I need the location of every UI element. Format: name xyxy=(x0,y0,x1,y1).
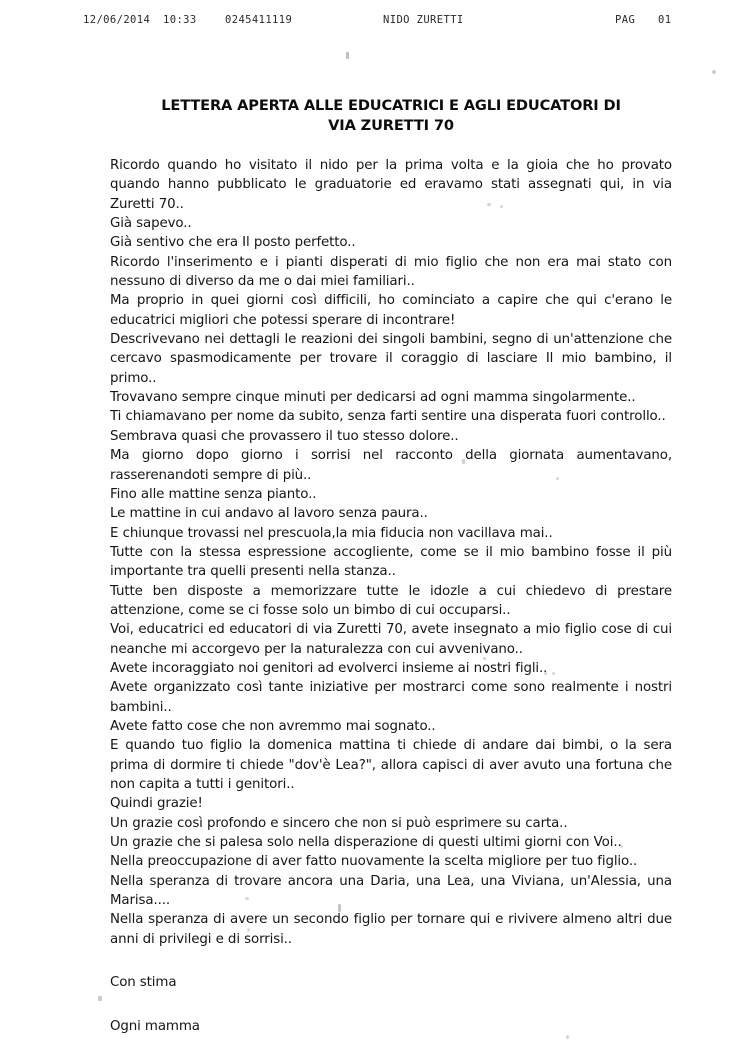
closing-spacer xyxy=(110,949,672,973)
fax-page-label: PAG xyxy=(615,14,636,26)
scan-speck xyxy=(346,52,349,59)
letter-paragraph: Ricordo quando ho visitato il nido per la prima volta e la gioia che ho provato quando hanno pubblicato le graduatorie ed eravamo stati assegnati qui, in via Zuretti 70.. xyxy=(110,158,672,212)
letter-paragraph: Un grazie che si palesa solo nella disperazione di questi ultimi giorni con Voi.. xyxy=(110,835,622,851)
letter-paragraph: Nella speranza di avere un secondo figlio per tornare qui e rivivere almeno altri due anni di privilegi e di sorrisi.. xyxy=(110,912,672,947)
letter-closing: Con stima xyxy=(110,975,177,991)
fax-sender-number: 0245411119 xyxy=(225,14,293,26)
letter-title xyxy=(110,96,672,135)
letter-paragraph: Avete fatto cose che non avremmo mai sognato.. xyxy=(110,718,436,734)
letter-paragraph: Trovavano sempre cinque minuti per dedicarsi ad ogni mamma singolarmente.. xyxy=(110,390,636,406)
scan-speck xyxy=(98,996,102,1001)
scan-speck xyxy=(712,70,716,74)
letter-paragraph: Già sentivo che era Il posto perfetto.. xyxy=(110,235,356,251)
letter-signature: Ogni mamma xyxy=(110,1019,200,1035)
letter-body xyxy=(110,96,672,1037)
letter-paragraph: Quindi grazie! xyxy=(110,796,203,812)
fax-time: 10:33 xyxy=(163,14,197,26)
signature-spacer xyxy=(110,992,672,1017)
letter-paragraph: Avete organizzato così tante iniziative per mostrarci come sono realmente i nostri bambini.. xyxy=(110,680,672,715)
letter-paragraph: Ricordo l'inserimento e i pianti disperati di mio figlio che non era mai stato con nessuno di diverso da me o dai miei familiari.. xyxy=(110,254,672,290)
letter-paragraph: Voi, educatrici ed educatori di via Zuretti 70, avete insegnato a mio figlio cose di cui neanche mi accorgevo per la naturalezza con cui avvenivano.. xyxy=(110,622,672,657)
letter-title-line-1: LETTERA APERTA ALLE EDUCATRICI E AGLI EDUCATORI DI xyxy=(161,97,621,114)
letter-paragraph: Descrivevano nei dettagli le reazioni dei singoli bambini, segno di un'attenzione che cercavo spasmodicamente per trovare il coraggio di lasciare Il mio bambino, il primo.. xyxy=(110,332,672,386)
letter-paragraph: Ma giorno dopo giorno i sorrisi nel racconto della giornata aumentavano, rasserenandoti sempre di più.. xyxy=(110,448,672,483)
letter-paragraph: Tutte con la stessa espressione accogliente, come se il mio bambino fosse il più importante tra quelli presenti nella stanza.. xyxy=(110,544,672,580)
fax-recipient-name: NIDO ZURETTI xyxy=(383,14,464,26)
letter-title-line-2: VIA ZURETTI 70 xyxy=(328,116,454,134)
letter-paragraph: Ma proprio in quei giorni così difficili, ho cominciato a capire che qui c'erano le educatrici migliori che potessi sperare di incontrare! xyxy=(110,293,672,328)
letter-paragraph: Le mattine in cui andavo al lavoro senza paura.. xyxy=(110,506,428,522)
letter-paragraph: Fino alle mattine senza pianto.. xyxy=(110,486,317,502)
letter-paragraph: Nella preoccupazione di aver fatto nuovamente la scelta migliore per tuo figlio.. xyxy=(110,854,638,870)
letter-paragraph: Già sapevo.. xyxy=(110,216,192,232)
letter-paragraph: Avete incoraggiato noi genitori ad evolverci insieme ai nostri figli.. xyxy=(110,660,548,676)
letter-paragraph: Ti chiamavano per nome da subito, senza farti sentire una disperata fuori controllo.. xyxy=(110,409,666,425)
fax-transmission-header xyxy=(0,14,750,32)
fax-page-number: 01 xyxy=(658,14,672,26)
letter-paragraph: Nella speranza di trovare ancora una Daria, una Lea, una Viviana, un'Alessia, una Marisa.... xyxy=(110,873,672,909)
letter-paragraph: Sembrava quasi che provassero il tuo stesso dolore.. xyxy=(110,428,459,444)
letter-paragraph: Un grazie così profondo e sincero che non si può esprimere su carta.. xyxy=(110,815,568,831)
letter-paragraph: E quando tuo figlio la domenica mattina ti chiede di andare dai bimbi, o la sera prima di dormire ti chiede "dov'è Lea?", allora capisci di aver avuto una fortuna che non capita a tutti i genitori.. xyxy=(110,738,672,792)
fax-date: 12/06/2014 xyxy=(83,14,151,26)
letter-paragraph: E chiunque trovassi nel prescuola,la mia fiducia non vacillava mai.. xyxy=(110,525,553,541)
letter-paragraph: Tutte ben disposte a memorizzare tutte le idozle a cui chiedevo di prestare attenzione, come se ci fosse solo un bimbo di cui occuparsi.. xyxy=(110,583,672,618)
